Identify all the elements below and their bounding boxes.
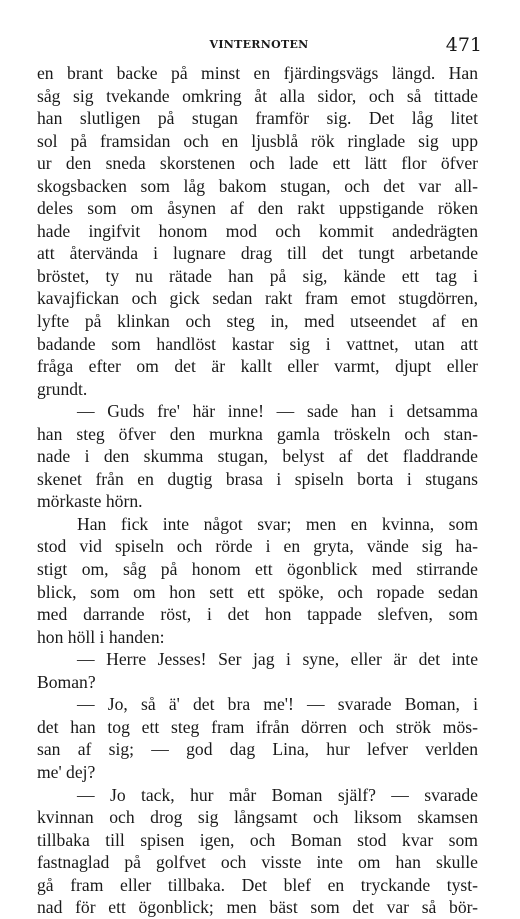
text-line: han steg öfver den murkna gamla tröskeln och stan- — [37, 423, 478, 444]
text-line: en brant backe på minst en fjärdingsvägs längd. Han — [37, 63, 478, 83]
text-line: sol på framsidan och en ljusblå rök ringlade sig upp — [37, 130, 478, 151]
text-line: — Herre Jesses! Ser jag i syne, eller är det inte — [77, 649, 478, 670]
text-line: skogsbacken som låg bakom stugan, och det var all- — [37, 175, 478, 196]
text-line: fastnaglad på golfvet och visste inte om han skulle — [37, 852, 478, 873]
text-line: tillbaka till spisen igen, och Boman stod kvar som — [37, 829, 478, 850]
text-line: kavajfickan och gick sedan rakt fram emot stugdörren, — [37, 288, 478, 309]
body-text — [37, 62, 478, 919]
text-line: me' dej? — [37, 761, 96, 782]
text-line: såg sig tvekande omkring åt alla sidor, och så tittade — [37, 85, 478, 106]
text-line: det han tog ett steg fram ifrån dörren och strök mös- — [37, 716, 478, 737]
text-line: — Guds fre' här inne! — sade han i detsamma — [77, 401, 478, 422]
text-line: hade ingifvit honom mod och kommit andedrägten — [37, 220, 478, 241]
text-line: nad för ett ögonblick; men bäst som det var så bör- — [37, 897, 478, 918]
page-header — [36, 34, 482, 58]
text-line: lyfte på klinkan och steg in, med utseendet af en — [37, 311, 478, 332]
text-line: nade i den skumma stugan, belyst af det fladdrande — [37, 446, 478, 467]
text-line: med darrande röst, i det hon tappade slefven, som — [37, 604, 478, 625]
text-line: hon höll i handen: — [37, 626, 165, 647]
text-line: kvinnan och drog sig långsamt och liksom skamsen — [37, 807, 478, 828]
text-line: stigt om, såg på honom ett ögonblick med stirrande — [37, 559, 478, 580]
text-line: ur den sneda skorstenen och lade ett lätt flor öfver — [37, 153, 478, 174]
text-line: mörkaste hörn. — [37, 491, 143, 512]
text-line: skenet från en dugtig brasa i spiseln borta i stugans — [37, 468, 478, 489]
text-line: — Jo tack, hur mår Boman själf? — svarade — [77, 784, 478, 805]
text-line: blick, som om hon sett ett spöke, och ropade sedan — [37, 581, 478, 602]
text-line: Han fick inte något svar; men en kvinna, som — [77, 513, 478, 534]
text-line: bröstet, ty nu rätade han på sig, kände ett tag i — [37, 265, 478, 286]
text-line: Boman? — [37, 671, 96, 692]
running-title: VINTERNOTEN — [209, 38, 309, 51]
text-line: gå fram eller tillbaka. Det blef en tryckande tyst- — [37, 874, 478, 895]
page-number: 471 — [445, 34, 482, 56]
text-line: — Jo, så ä' det bra me'! — svarade Boman, i — [77, 694, 478, 715]
text-line: grundt. — [37, 378, 88, 399]
text-line: att återvända i lugnare drag till det tungt arbetande — [37, 243, 478, 264]
text-line: fråga efter om det är kallt eller varmt, djupt eller — [37, 356, 478, 377]
text-line: deles som om åsynen af den rakt uppstigande röken — [37, 198, 478, 219]
text-line: badande som handlöst kastar sig i vattnet, utan att — [37, 333, 478, 354]
text-line: stod vid spiseln och rörde i en gryta, vände sig ha- — [37, 536, 478, 557]
text-line: san af sig; — god dag Lina, hur lefver verlden — [37, 739, 478, 760]
text-line: han slutligen på stugan framför sig. Det låg litet — [37, 108, 478, 129]
